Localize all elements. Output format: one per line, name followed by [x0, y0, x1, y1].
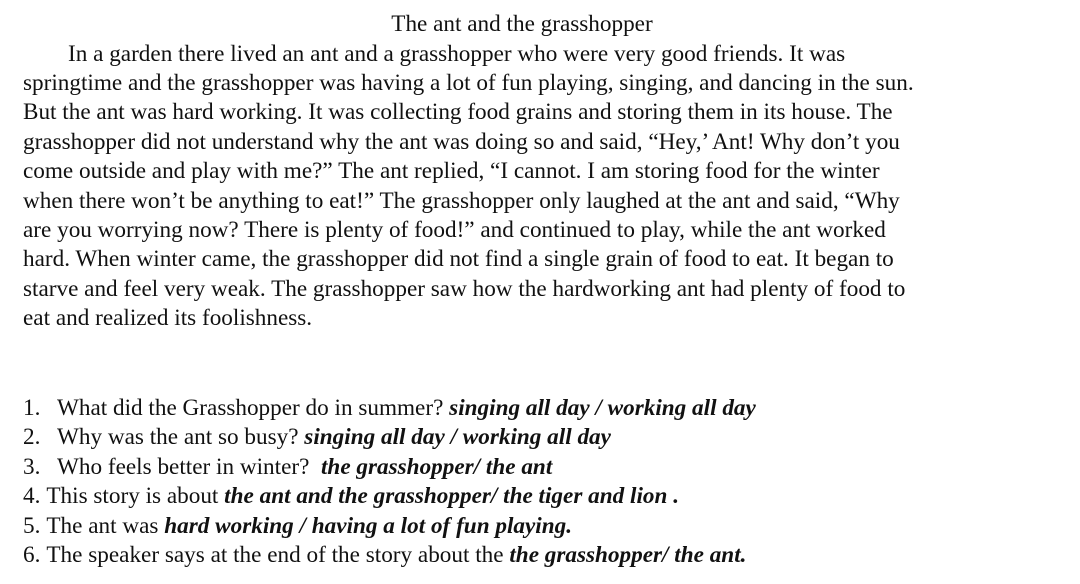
story-title: The ant and the grasshopper — [391, 11, 653, 37]
story-line: In a garden there lived an ant and a grasshopper who were very good friends. It was — [68, 40, 846, 67]
question-item — [23, 394, 756, 423]
question-text: Who feels better in winter? — [57, 453, 321, 480]
answer-options: singing all day / working all day — [304, 424, 611, 451]
story-line: when there won’t be anything to eat!” The grasshopper only laughed at the ant and said, “Why — [23, 187, 900, 214]
story-line: springtime and the grasshopper was having a lot of fun playing, singing, and dancing in the sun. — [23, 69, 914, 96]
question-item — [23, 423, 756, 452]
question-text: This story is about — [46, 483, 225, 510]
question-item — [23, 541, 756, 570]
question-text: The ant was — [46, 512, 165, 539]
answer-options: the grasshopper/ the ant. — [509, 542, 747, 569]
question-text: What did the Grasshopper do in summer? — [57, 395, 450, 421]
story-line: starve and feel very weak. The grasshopper saw how the hardworking ant had plenty of food to — [23, 275, 906, 302]
story-line: eat and realized its foolishness. — [23, 305, 313, 332]
story-line: hard. When winter came, the grasshopper did not find a single grain of food to eat. It began to — [23, 246, 894, 273]
story-paragraph — [23, 40, 914, 334]
answer-options: the grasshopper/ the ant — [320, 453, 553, 480]
question-text: Why was the ant so busy? — [57, 424, 305, 451]
answer-options: singing all day / working all day — [449, 395, 756, 421]
question-number: 6. — [23, 542, 41, 569]
question-number: 2. — [23, 424, 41, 451]
question-text: The speaker says at the end of the story about the — [46, 542, 510, 569]
question-item — [23, 482, 756, 511]
question-item — [23, 453, 756, 482]
story-line: are you worrying now? There is plenty of food!” and continued to play, while the ant worked — [23, 216, 886, 243]
question-number: 1. — [23, 395, 41, 421]
question-number: 4. — [23, 483, 41, 510]
story-line: But the ant was hard working. It was collecting food grains and storing them in its house. The — [23, 99, 893, 126]
story-line: come outside and play with me?” The ant replied, “I cannot. I am storing food for the winter — [23, 158, 880, 185]
answer-options: the ant and the grasshopper/ the tiger and lion . — [224, 483, 679, 510]
question-item — [23, 512, 756, 541]
question-number: 5. — [23, 512, 41, 539]
story-line: grasshopper did not understand why the ant was doing so and said, “Hey,’ Ant! Why don’t you — [23, 128, 900, 155]
question-list — [23, 394, 756, 570]
question-number: 3. — [23, 453, 41, 480]
answer-options: hard working / having a lot of fun playing. — [164, 512, 573, 539]
